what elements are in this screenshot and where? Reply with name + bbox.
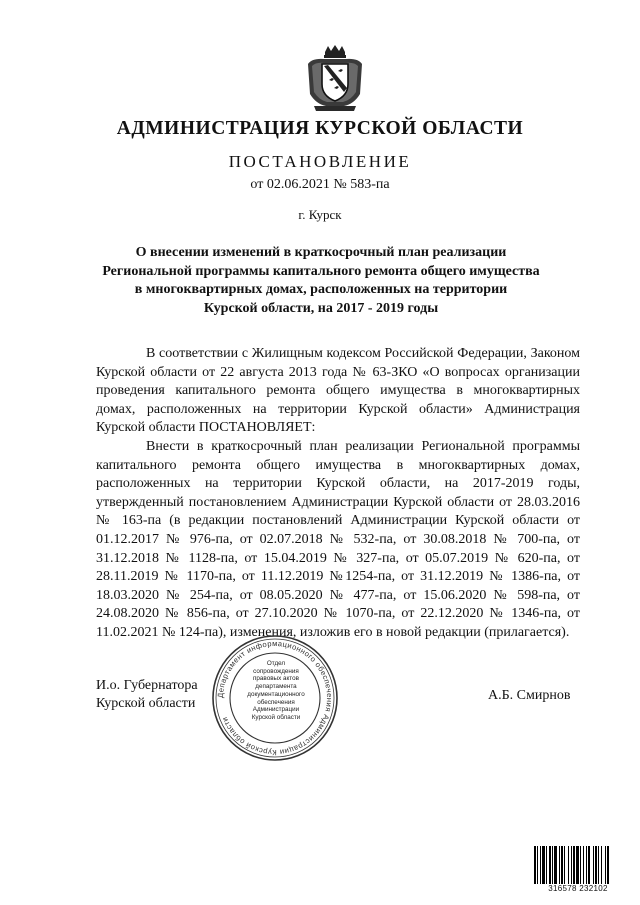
organization-name: АДМИНИСТРАЦИЯ КУРСКОЙ ОБЛАСТИ [116,118,524,139]
title-line: Курской области, на 2017 - 2019 годы [203,300,439,316]
barcode-bar [559,846,560,884]
signatory-role-line: Курской области [96,696,196,711]
stamp-line: департамента [255,683,297,691]
barcode-bar [593,846,594,884]
barcode-bar [540,846,541,884]
barcode-bar [607,846,609,884]
barcode-bar [586,846,587,884]
barcode-bar [583,846,584,884]
signatory-role-line: И.о. Губернатора [96,678,198,693]
stamp-ring-text: Департамент информационного обеспечения Администрации Курской области [215,638,335,758]
title-line: Региональной программы капитального ремонта общего имущества [102,263,540,279]
document-body [96,345,580,643]
barcode-bar [561,846,563,884]
stamp-line: Отдел [266,660,286,667]
barcode-bar [534,846,536,884]
stamp-center-text [238,660,314,722]
stamp-line: сопровождения [253,667,299,675]
signatory-name: А.Б. Смирнов [488,688,571,703]
barcode-bar [580,846,581,884]
barcode-bar [537,846,538,884]
body-paragraph: В соответствии с Жилищным кодексом Российской Федерации, Законом Курской области от 22 августа 2013 года № 63-ЗКО «О вопросах организации проведения капитального ремонта общего имущества в многоквартирных домах, расположенных на территории Курской области» Администрация Курской области ПОСТАНОВЛЯЕТ: [96,346,580,436]
title-line: О внесении изменений в краткосрочный план реализации [135,245,507,260]
barcode-bar [549,846,551,884]
coat-of-arms-icon [304,44,366,114]
stamp-line: Курской области [251,713,301,721]
barcode-bar [571,846,572,884]
document-date-number: от 02.06.2021 № 583-па [250,177,390,192]
barcode-bar [554,846,557,884]
barcode-bar [542,846,545,884]
barcode-bar [573,846,575,884]
body-paragraph: Внести в краткосрочный план реализации Региональной программы капитального ремонта общего имущества в многоквартирных домах, расположенных на территории Курской области, на 2017-2019 годы, утвержденный постановлением Администрации Курской области от 28.03.2016 № 163-па (в редакции постановлений Администрации Курской области от 01.12.2017 № 976-па, от 02.07.2018 № 532-па, от 30.08.2018 № 700-па, от 31.12.2018 № 1128-па, от 15.04.2019 № 327-па, от 05.07.2019 № 620-па, от 28.11.2019 № 1170-па, от 11.12.2019 №1254-па, от 31.12.2019 № 1386-па, от 18.03.2020 № 254-па, от 08.05.2020 № 477-па, от 15.06.2020 № 598-па, от 24.08.2020 № 856-па, от 27.10.2020 № 1070-па, от 22.12.2020 № 1346-па, от 11.02.2021 № 124-па), изменения, изложив его в новой редакции (прилагается). [96,438,580,640]
document-title [95,244,547,318]
barcode-bar [564,846,565,884]
barcode-bar [576,846,579,884]
document-type: ПОСТАНОВЛЕНИЕ [228,152,412,171]
barcode-bar [568,846,569,884]
barcode-bar [605,846,606,884]
document-city: г. Курск [298,207,342,222]
barcode-bar [595,846,597,884]
barcode-bar [598,846,599,884]
barcode-icon [533,846,623,886]
barcode-bar [588,846,590,884]
barcode-bar [601,846,602,884]
stamp-line: правовых актов [253,675,299,683]
barcode-bar [552,846,553,884]
barcode [533,846,623,898]
signatory-role [96,677,198,713]
title-line: в многоквартирных домах, расположенных на территории [134,282,508,297]
stamp-line: Администрации [252,706,300,714]
barcode-bar [546,846,547,884]
barcode-number: 316578 232102 [548,884,608,893]
stamp-line: документационного [247,690,305,698]
stamp-line: обеспечения [257,698,295,706]
